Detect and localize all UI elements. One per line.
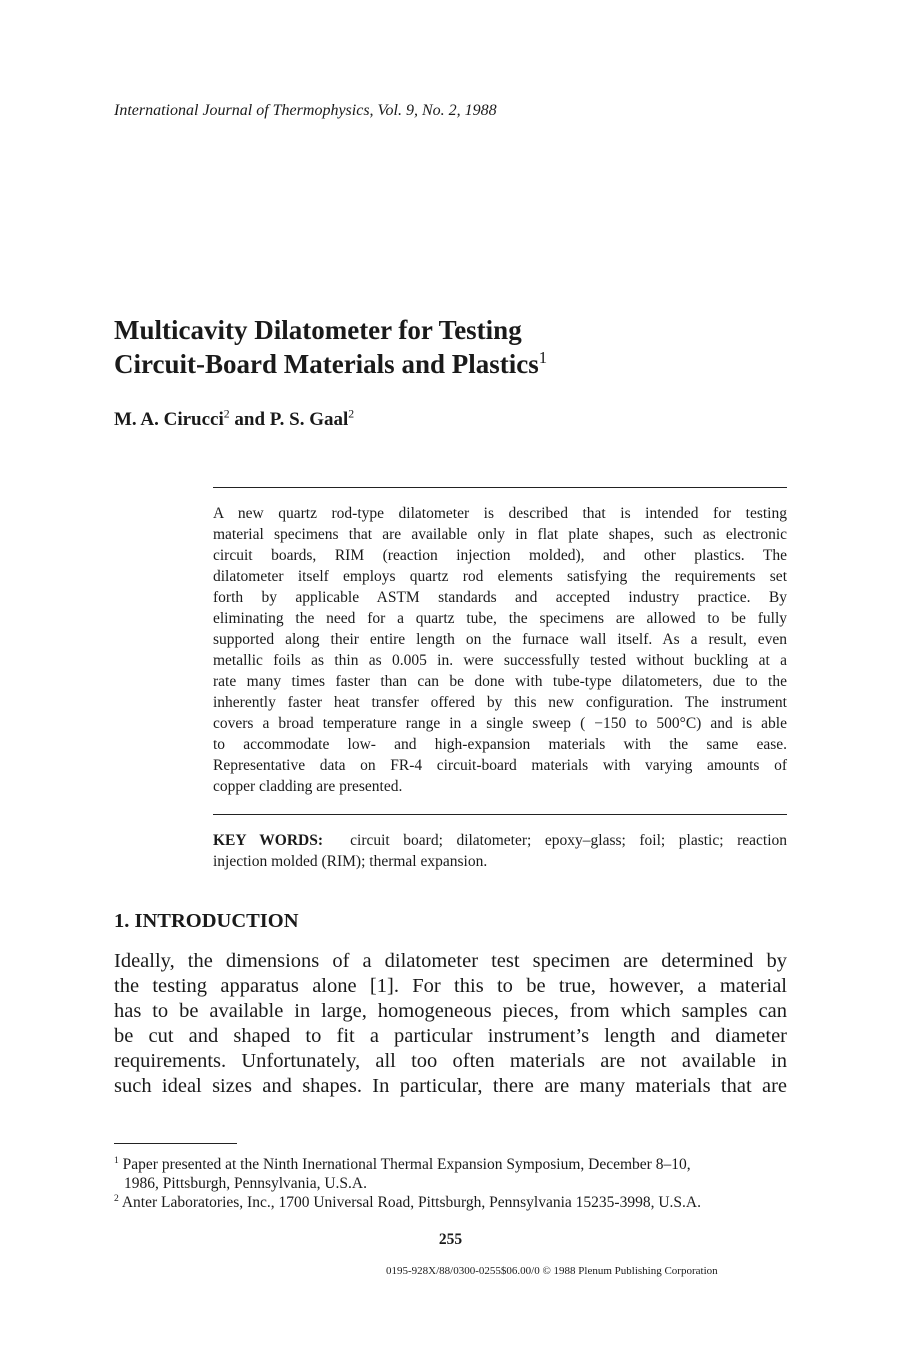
author-conjunction: and [229,409,270,430]
abstract-bottom-rule [213,814,787,815]
footnote-1-mark: 1 [114,1154,119,1166]
abstract-line: inherently faster heat transfer offered by this new configuration. The instrument [213,694,787,711]
author-1: M. A. Cirucci [114,409,224,430]
abstract-line: supported along their entire length on the furnace wall itself. As a result, even [213,631,787,648]
abstract-line: dilatometer itself employs quartz rod elements satisfying the requirements set [213,568,787,585]
body-line: the testing apparatus alone [1]. For this to be true, however, a material [114,975,787,997]
key-words-text-1: circuit board; dilatometer; epoxy–glass; foil; plastic; reaction [350,832,787,849]
footnotes [114,1155,794,1212]
body-line: be cut and shaped to fit a particular instrument’s length and diameter [114,1025,787,1047]
author-1-footnote-mark: 2 [223,407,230,421]
title-line-1: Multicavity Dilatometer for Testing [114,315,522,345]
author-2: P. S. Gaal [269,409,349,430]
abstract-line: eliminating the need for a quartz tube, the specimens are allowed to be fully [213,610,787,627]
abstract-line: A new quartz rod-type dilatometer is described that is intended for testing [213,505,787,522]
abstract-line: circuit boards, RIM (reaction injection molded), and other plastics. The [213,547,787,564]
abstract-line: copper cladding are presented. [213,778,403,795]
body-text [114,949,787,1099]
copyright-line: 0195-928X/88/0300-0255$06.00/0 © 1988 Plenum Publishing Corporation [386,1265,718,1277]
body-line: such ideal sizes and shapes. In particular, there are many materials that are [114,1075,787,1097]
abstract-line: covers a broad temperature range in a single sweep ( −150 to 500°C) and is able [213,715,787,732]
footnote-rule [114,1143,237,1144]
key-words-line-2: injection molded (RIM); thermal expansion. [213,853,488,870]
abstract-line: Representative data on FR-4 circuit-board materials with varying amounts of [213,757,787,774]
paper-title [114,313,754,381]
author-list [114,409,354,431]
journal-citation: International Journal of Thermophysics, Vol. 9, No. 2, 1988 [114,102,497,119]
key-words [213,830,787,872]
title-line-2-text: Circuit-Board Materials and Plastics [114,349,539,379]
body-line: has to be available in large, homogeneous pieces, from which samples can [114,1000,787,1022]
section-heading: 1. INTRODUCTION [114,910,299,932]
footnote-1 [114,1155,794,1174]
body-line: requirements. Unfortunately, all too often materials are not available in [114,1050,787,1072]
page-number: 255 [438,1231,463,1248]
abstract [213,503,787,797]
title-footnote-mark: 1 [538,348,548,367]
key-words-label: KEY WORDS: [213,832,324,849]
key-words-line-1 [213,830,787,851]
footnote-2-mark: 2 [114,1192,119,1204]
footnote-1-text: Paper presented at the Ninth Inernational Thermal Expansion Symposium, December 8–10, [118,1156,691,1173]
footnote-1-continuation: 1986, Pittsburgh, Pennsylvania, U.S.A. [124,1175,367,1192]
footnote-2-text: Anter Laboratories, Inc., 1700 Universal Road, Pittsburgh, Pennsylvania 15235-3998, U.S.A. [118,1194,701,1211]
abstract-line: material specimens that are available only in flat plate shapes, such as electronic [213,526,787,543]
abstract-line: rate many times faster than can be done with tube-type dilatometers, due to the [213,673,787,690]
body-line: Ideally, the dimensions of a dilatometer test specimen are determined by [114,950,787,972]
abstract-line: metallic foils as thin as 0.005 in. were successfully tested without buckling at a [213,652,787,669]
abstract-line: forth by applicable ASTM standards and accepted industry practice. By [213,589,787,606]
abstract-top-rule [213,487,787,488]
title-line-2 [114,347,754,381]
author-2-footnote-mark: 2 [348,407,355,421]
footnote-2 [114,1193,794,1212]
abstract-line: to accommodate low- and high-expansion materials with the same ease. [213,736,787,753]
